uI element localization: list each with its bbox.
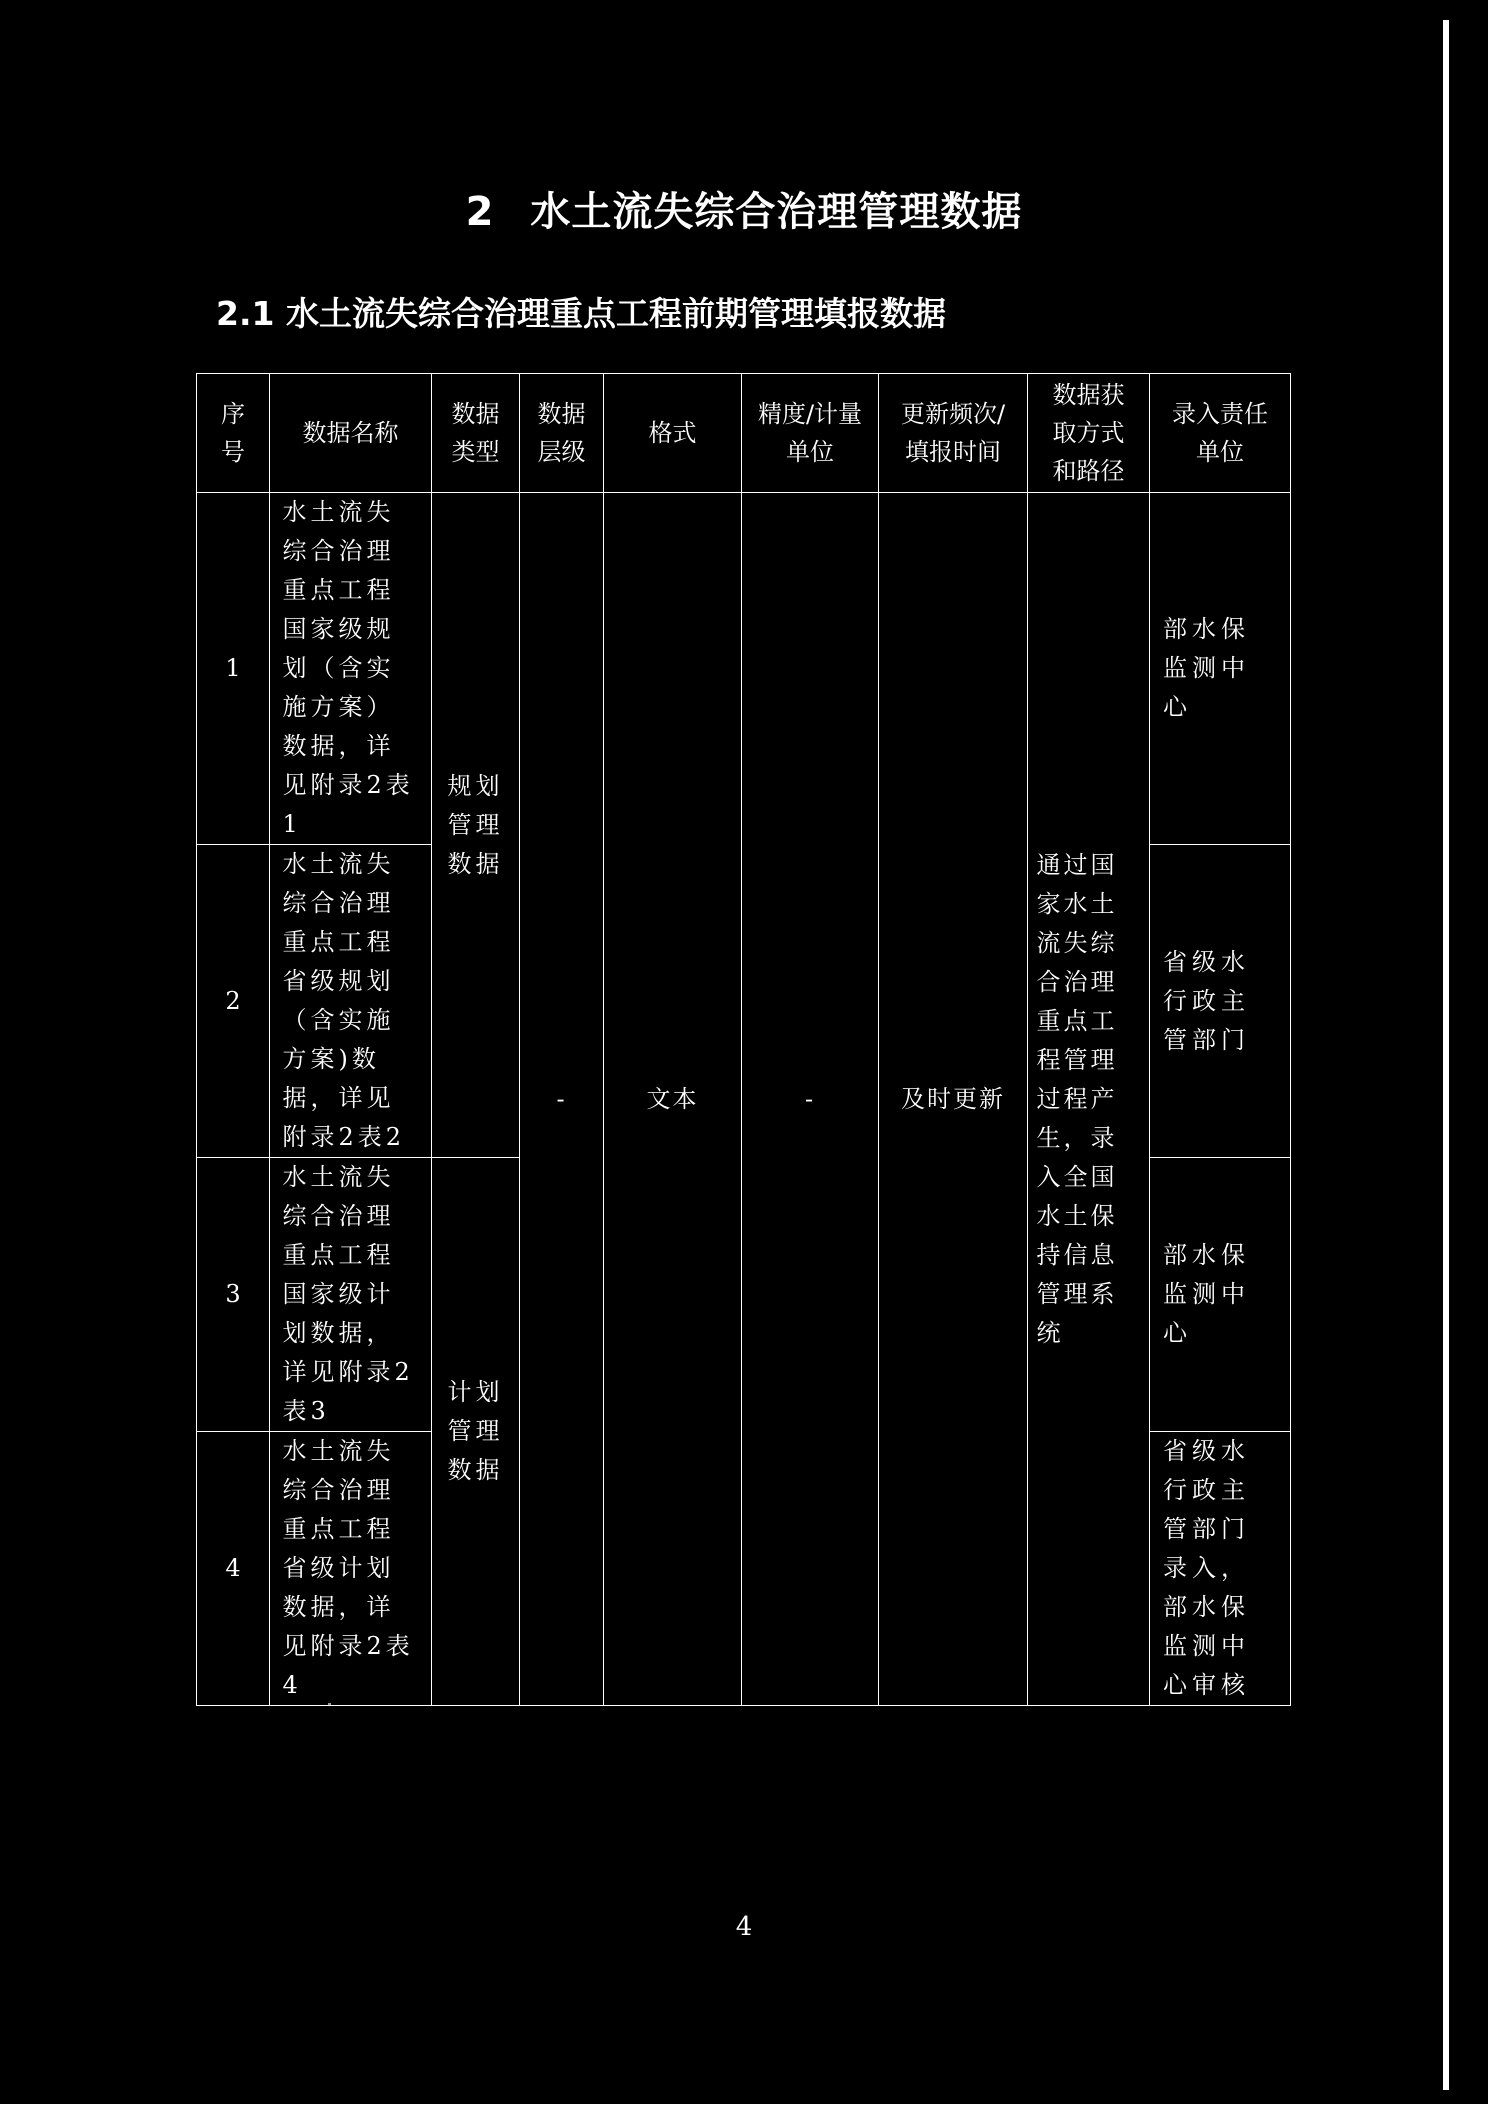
subsection-heading: 2.1 水土流失综合治理重点工程前期管理填报数据 — [216, 294, 946, 333]
section-title: 水土流失综合治理管理数据 — [530, 189, 1023, 235]
update-frequency: 及时更新 — [879, 493, 1028, 1706]
table-row — [197, 493, 1291, 845]
header-type: 数据类型 — [432, 374, 520, 493]
row-name: 水土流失综合治理重点工程省级规划（含实施方案)数据，详见附录2表2 — [270, 845, 432, 1158]
data-precision: - — [742, 493, 879, 1706]
row-name: 水土流失综合治理重点工程国家级规划（含实施方案）数据，详见附录2表1 — [270, 493, 432, 845]
header-source: 数据获取方式和路径 — [1028, 374, 1150, 493]
data-level: - — [520, 493, 604, 1706]
row-name: 水土流失综合治理重点工程省级计划数据，详见附录2表4 — [270, 1432, 432, 1706]
responsible-unit: 省级水行政主管部门录入，部水保监测中心审核 — [1150, 1432, 1291, 1706]
row-seq: 1 — [197, 493, 270, 845]
row-name: 水土流失综合治理重点工程国家级计划数据，详见附录2表3 — [270, 1158, 432, 1432]
header-level: 数据层级 — [520, 374, 604, 493]
row-seq: 2 — [197, 845, 270, 1158]
data-source-path: 通过国家水土流失综合治理重点工程管理过程产生，录入全国水土保持信息管理系统 — [1028, 493, 1150, 1706]
header-seq: 序号 — [197, 374, 270, 493]
scan-speck — [328, 1703, 331, 1705]
header-precision: 精度/计量单位 — [742, 374, 879, 493]
data-table — [196, 373, 1291, 1706]
section-heading — [0, 180, 1488, 237]
header-unit: 录入责任单位 — [1150, 374, 1291, 493]
header-frequency: 更新频次/填报时间 — [879, 374, 1028, 493]
scan-edge-line — [1443, 20, 1449, 2090]
header-name: 数据名称 — [270, 374, 432, 493]
data-type-plan: 计划管理数据 — [432, 1158, 520, 1706]
data-type-planning: 规划管理数据 — [432, 493, 520, 1158]
responsible-unit: 省级水行政主管部门 — [1150, 845, 1291, 1158]
header-format: 格式 — [604, 374, 742, 493]
row-seq: 3 — [197, 1158, 270, 1432]
data-format: 文本 — [604, 493, 742, 1706]
responsible-unit: 部水保监测中心 — [1150, 493, 1291, 845]
table-header-row — [197, 374, 1291, 493]
responsible-unit: 部水保监测中心 — [1150, 1158, 1291, 1432]
page-number: 4 — [735, 1912, 753, 1942]
row-seq: 4 — [197, 1432, 270, 1706]
section-number: 2 — [465, 189, 495, 235]
